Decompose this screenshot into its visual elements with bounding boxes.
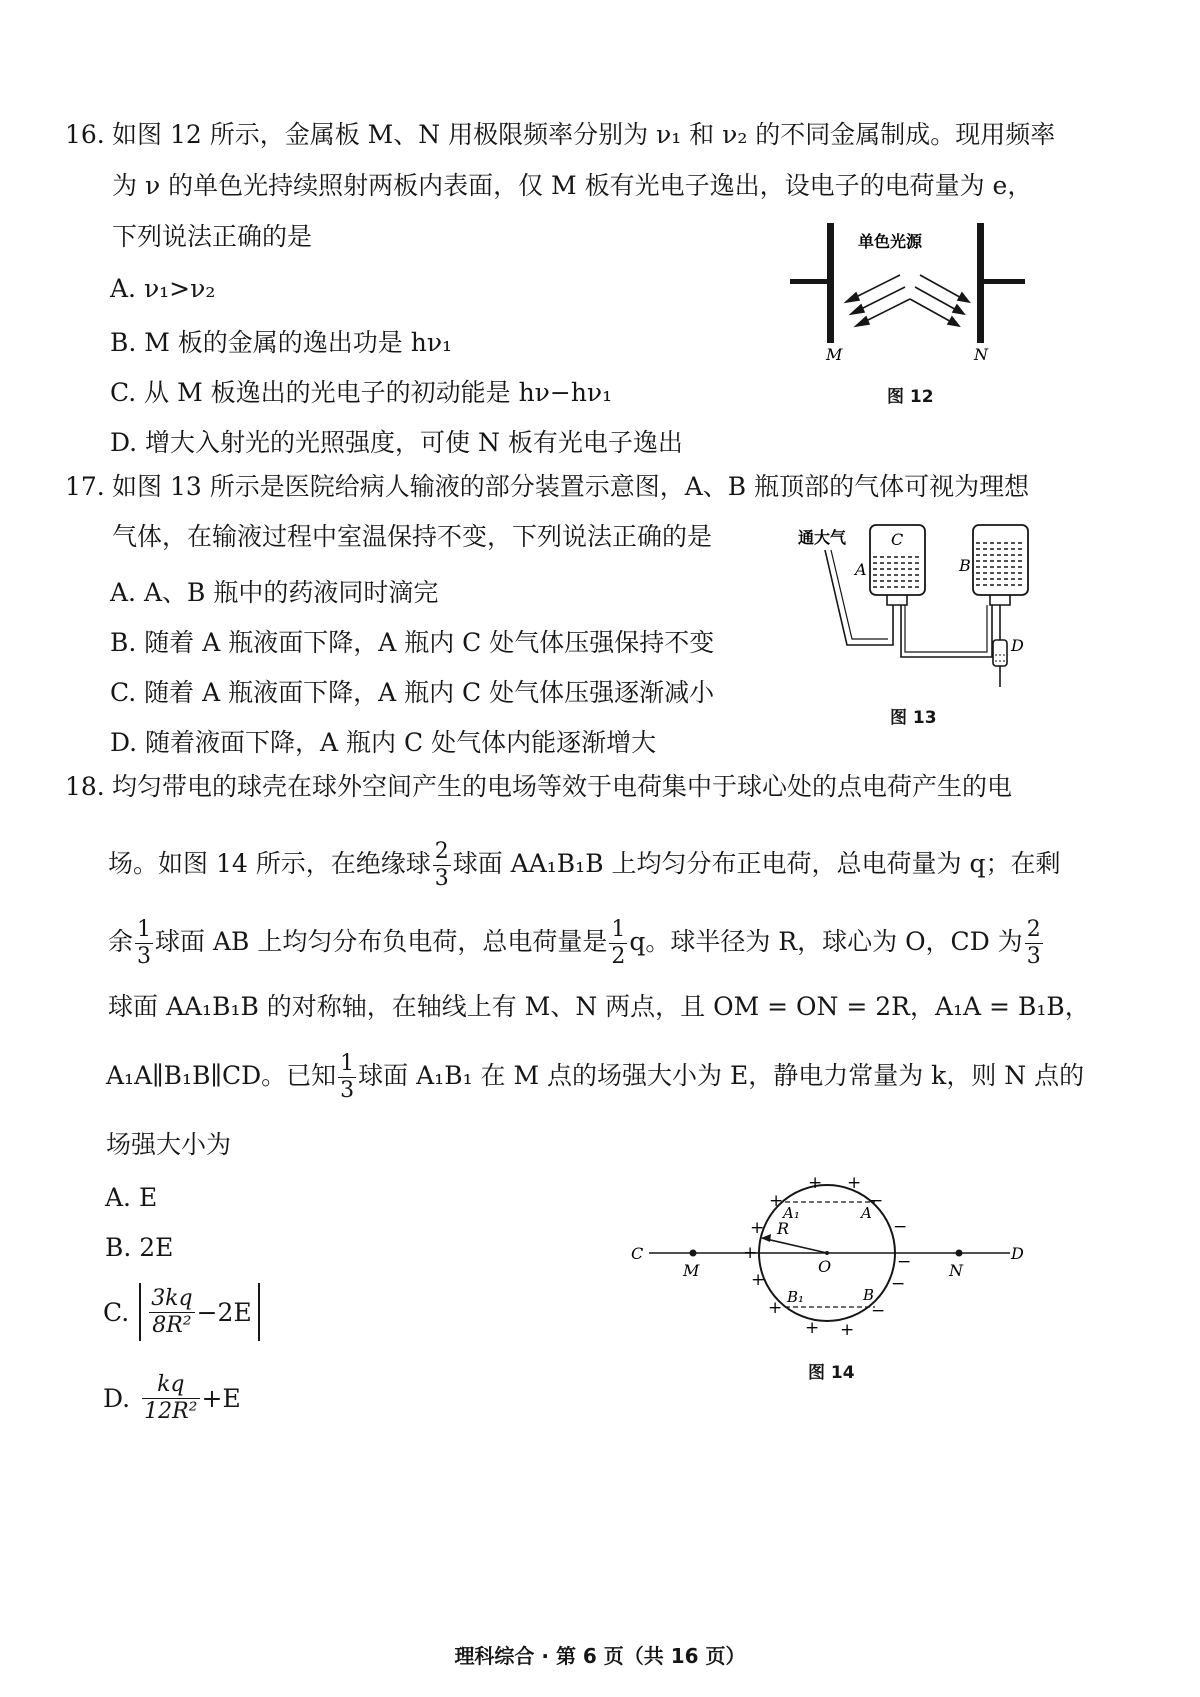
frac-denominator: 3 [434, 866, 449, 891]
fig14-label-r: R [777, 1219, 790, 1238]
bottle-b-liquid [976, 543, 1025, 585]
point-m [690, 1250, 697, 1257]
q16-option-c: C. 从 M 板逸出的光电子的初动能是 hν−hν₁ [110, 378, 613, 407]
fig14-label-b: B [863, 1286, 875, 1304]
bottle-b-neck [990, 595, 1010, 605]
q18-option-d-prefix: D. [103, 1384, 131, 1413]
plus-sign: + [769, 1191, 784, 1211]
light-rays [846, 275, 969, 326]
frac-denominator: 3 [340, 1078, 355, 1103]
frac-numerator: 2 [434, 839, 449, 864]
frac-numerator: 2 [1026, 917, 1041, 942]
abs-bar-right [258, 1283, 260, 1341]
q16-option-d: D. 增大入射光的光照强度，可使 N 板有光电子逸出 [110, 428, 683, 457]
q17-option-d: D. 随着液面下降，A 瓶内 C 处气体内能逐渐增大 [110, 728, 657, 757]
q17-option-c: C. 随着 A 瓶液面下降，A 瓶内 C 处气体压强逐渐减小 [110, 678, 715, 707]
q16-number: 16. [65, 120, 105, 149]
q16-option-b: B. M 板的金属的逸出功是 hν₁ [110, 328, 453, 357]
frac-two-thirds [433, 839, 451, 892]
q18-option-d-tail: +E [201, 1384, 241, 1413]
frac-denominator: 2 [611, 944, 626, 969]
q18-line5-part-b: 球面 A₁B₁ 在 M 点的场强大小为 E，静电力常量为 k，则 N 点的 [358, 1061, 1085, 1090]
fig12-source-label: 单色光源 [858, 232, 923, 251]
q16-stem-line3: 下列说法正确的是 [112, 222, 313, 251]
minus-sign: − [893, 1217, 908, 1237]
q18-number: 18. [65, 772, 105, 801]
q18-stem-line2 [108, 838, 1060, 892]
fig14-label-a1: A₁ [783, 1204, 800, 1222]
figure-14 [625, 1170, 1035, 1350]
fig13-air-label: 通大气 [798, 528, 847, 547]
plate-n-lead [980, 279, 1025, 284]
plate-m-lead [790, 279, 830, 284]
q18-line3-part-a: 余 [108, 927, 134, 956]
fig14-label-a: A [861, 1204, 872, 1222]
plus-sign: + [768, 1298, 783, 1318]
q18-line2-part-a: 场。如图 14 所示，在绝缘球 [108, 849, 431, 878]
bottle-a-neck [887, 595, 907, 605]
q17-stem-line2: 气体，在输液过程中室温保持不变，下列说法正确的是 [112, 522, 713, 551]
fig13-label-d: D [1011, 636, 1024, 655]
q17-stem-line1: 如图 13 所示是医院给病人输液的部分装置示意图，A、B 瓶顶部的气体可视为理想 [112, 472, 1030, 501]
q18-option-c-prefix: C. [103, 1297, 130, 1327]
q18-stem-line4: 球面 AA₁B₁B 的对称轴，在轴线上有 M、N 两点，且 OM = ON = 2R，A₁A = B₁B， [108, 992, 1090, 1021]
q18-stem-line6: 场强大小为 [106, 1130, 232, 1159]
frac-denominator: 3 [1026, 944, 1041, 969]
frac-denominator: 12R² [144, 1399, 198, 1424]
plus-sign: + [743, 1243, 758, 1263]
q18-stem-line5 [106, 1050, 1084, 1104]
page-footer: 理科综合 · 第 6 页（共 16 页） [454, 1644, 746, 1668]
minus-sign: − [891, 1274, 906, 1294]
minus-sign: − [897, 1252, 912, 1272]
q18-option-a: A. E [105, 1183, 158, 1212]
drip-chamber [993, 640, 1007, 666]
minus-sign: − [869, 1191, 884, 1211]
frac-numerator: 1 [340, 1051, 355, 1076]
fig13-label-a: A [855, 560, 867, 579]
q18-line2-part-b: 球面 AA₁B₁B 上均匀分布正电荷，总电荷量为 q；在剩 [452, 849, 1061, 878]
plus-sign: + [840, 1320, 855, 1340]
q18-line3-part-b: 球面 AB 上均匀分布负电荷，总电荷量是 [155, 927, 608, 956]
figure-13 [795, 515, 1035, 695]
q18-option-d-fraction [142, 1372, 199, 1425]
q18-stem-line3 [108, 916, 1045, 970]
frac-denominator: 3 [137, 944, 152, 969]
fig12-label-m: M [826, 345, 843, 364]
frac-numerator: 1 [137, 917, 152, 942]
q18-option-c-tail: −2E [196, 1297, 252, 1327]
radius-r [762, 1238, 827, 1253]
fig14-label-c: C [631, 1244, 644, 1263]
frac-one-third-b [338, 1051, 356, 1104]
abs-bar-left [139, 1283, 141, 1341]
fig14-label-m: M [683, 1261, 700, 1280]
plus-sign: + [750, 1218, 765, 1238]
frac-one-half [609, 917, 627, 970]
q18-option-b: B. 2E [105, 1233, 174, 1262]
fig13-label-c: C [891, 530, 904, 549]
connecting-tube [901, 605, 992, 657]
fig14-label-o: O [818, 1257, 832, 1276]
q18-option-c [103, 1283, 260, 1341]
q16-option-a: A. ν₁>ν₂ [110, 274, 216, 303]
q18-option-d [103, 1372, 241, 1425]
fig14-label-d: D [1011, 1244, 1024, 1263]
negative-charges [869, 1191, 911, 1321]
bottle-a-liquid [873, 557, 922, 587]
q18-option-c-fraction [149, 1286, 194, 1339]
figure-12 [780, 215, 1040, 410]
fig12-label-n: N [974, 345, 988, 364]
plus-sign: + [808, 1173, 823, 1193]
q18-line5-part-a: A₁A∥B₁B∥CD。已知 [106, 1061, 337, 1090]
q16-stem-line2: 为 ν 的单色光持续照射两板内表面，仅 M 板有光电子逸出，设电子的电荷量为 e， [112, 171, 1033, 200]
frac-denominator: 8R² [152, 1312, 192, 1338]
q17-number: 17. [65, 472, 105, 501]
figure-12-caption: 图 12 [887, 387, 934, 407]
plus-sign: + [847, 1173, 862, 1193]
point-o [825, 1251, 829, 1255]
q16-stem-line1: 如图 12 所示，金属板 M、N 用极限频率分别为 ν₁ 和 ν₂ 的不同金属制成。现用频率 [112, 120, 1056, 149]
q18-line3-part-c: q。球半径为 R，球心为 O，CD 为 [629, 927, 1023, 956]
frac-numerator: 1 [611, 917, 626, 942]
frac-numerator: 3kq [151, 1285, 193, 1311]
q18-stem-line1: 均匀带电的球壳在球外空间产生的电场等效于电荷集中于球心处的点电荷产生的电 [112, 772, 1013, 801]
plus-sign: + [805, 1318, 820, 1338]
frac-numerator: kq [142, 1372, 199, 1399]
q17-option-b: B. 随着 A 瓶液面下降，A 瓶内 C 处气体压强保持不变 [110, 628, 715, 657]
plus-sign: + [751, 1270, 766, 1290]
fig14-label-b1: B₁ [787, 1288, 805, 1306]
figure-13-caption: 图 13 [890, 708, 937, 728]
fig13-label-b: B [959, 556, 971, 575]
positive-charges [743, 1173, 861, 1340]
point-n [956, 1250, 963, 1257]
frac-two-thirds-end [1025, 917, 1043, 970]
fig14-label-n: N [949, 1261, 963, 1280]
frac-one-third [135, 917, 153, 970]
figure-14-caption: 图 14 [808, 1363, 855, 1383]
q17-option-a: A. A、B 瓶中的药液同时滴完 [110, 578, 439, 607]
minus-sign: − [871, 1301, 886, 1321]
